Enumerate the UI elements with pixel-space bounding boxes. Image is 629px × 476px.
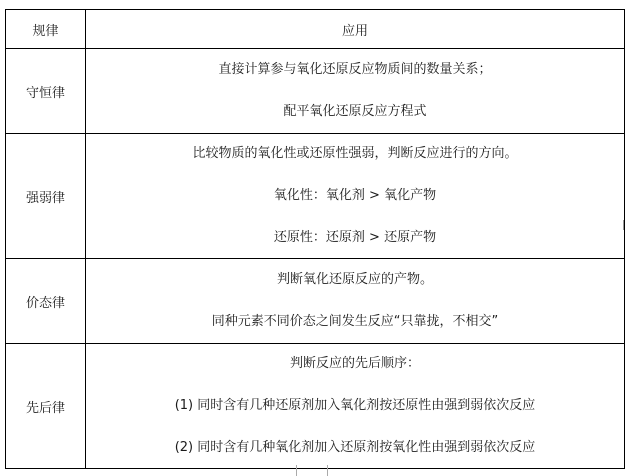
header-row (6, 10, 625, 49)
page-bottom-marker (296, 465, 328, 476)
header-application: 应用 (86, 10, 625, 49)
rule-name: 价态律 (6, 259, 86, 344)
rule-name: 强弱律 (6, 134, 86, 259)
application-line: 判断氧化还原反应的产物。 (276, 272, 433, 287)
application-line: 配平氧化还原反应方程式 (283, 104, 427, 119)
rule-name: 先后律 (6, 344, 86, 469)
application-line: (1) 同时含有几种还原剂加入氧化剂按还原性由强到弱依次反应 (174, 398, 536, 413)
rule-name: 守恒律 (6, 49, 86, 134)
table-row (6, 49, 625, 134)
application-line: 还原性：还原剂 > 还原产物 (273, 230, 437, 245)
application-cell (86, 134, 625, 259)
header-rule: 规律 (6, 10, 86, 49)
rules-table (5, 9, 625, 469)
application-cell (86, 344, 625, 469)
scroll-edge-marker (623, 220, 628, 230)
table-row (6, 344, 625, 469)
application-line: 比较物质的氧化性或还原性强弱，判断反应进行的方向。 (192, 146, 518, 161)
table-row (6, 134, 625, 259)
application-cell (86, 259, 625, 344)
application-line: 判断反应的先后顺序： (289, 356, 420, 371)
application-line: (2) 同时含有几种氧化剂加入还原剂按氧化性由强到弱依次反应 (174, 440, 536, 455)
application-line: 氧化性：氧化剂 > 氧化产物 (273, 188, 437, 203)
application-line: 直接计算参与氧化还原反应物质间的数量关系； (218, 62, 492, 77)
application-cell (86, 49, 625, 134)
table-row (6, 259, 625, 344)
application-line: 同种元素不同价态之间发生反应“只靠拢，不相交” (211, 314, 499, 329)
